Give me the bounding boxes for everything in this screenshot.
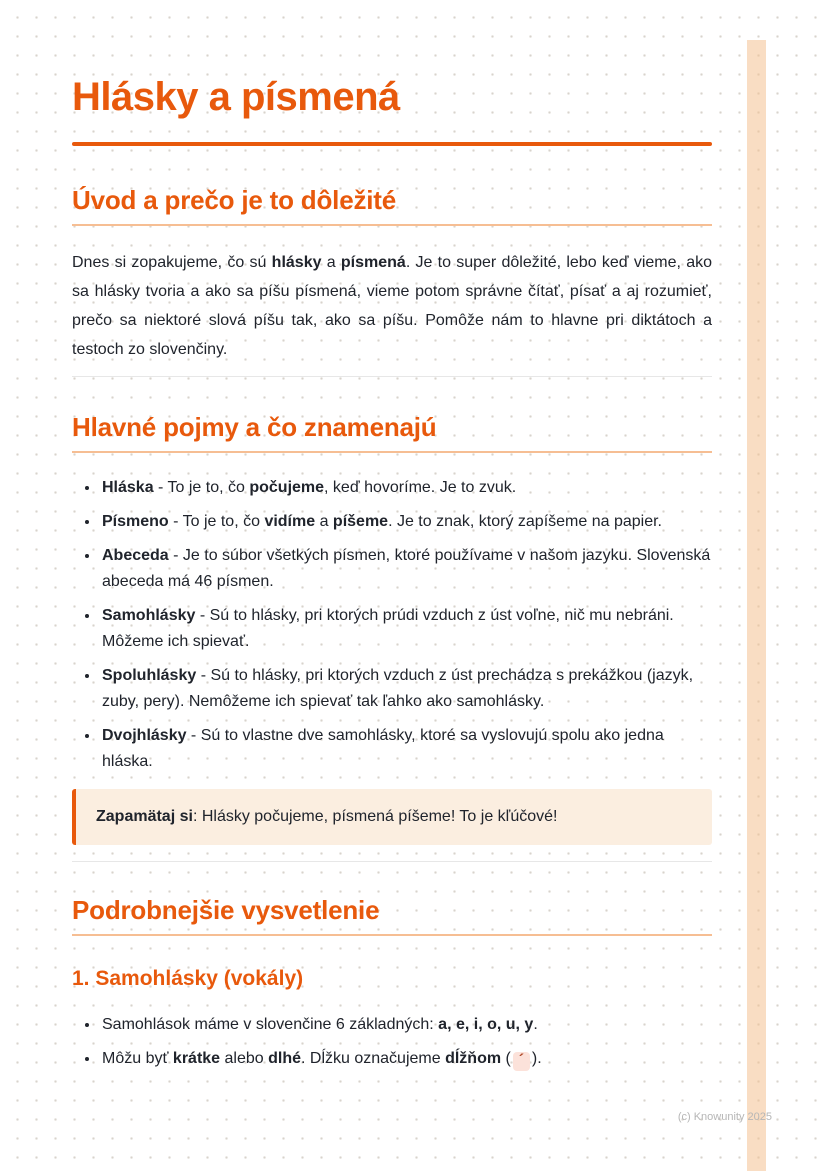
section-heading-intro: Úvod a prečo je to dôležité xyxy=(72,184,712,226)
section-heading-details: Podrobnejšie vysvetlenie xyxy=(72,894,712,936)
list-item-samohlasky: • Samohlásky - Sú to hlásky, pri ktorých prúdi vzduch z úst voľne, nič mu nebráni. Môžeme ich spievať. xyxy=(100,603,712,655)
list-item-spoluhlasky: • Spoluhlásky - Sú to hlásky, pri ktorých vzduch z úst prechádza s prekážkou (jazyk, zuby, pery). Nemôžeme ich spievať tak ľahko ako samohlásky. xyxy=(100,663,712,715)
vowels-list xyxy=(72,1012,712,1072)
page-title: Hlásky a písmená xyxy=(72,75,400,119)
callout-remember xyxy=(72,789,712,845)
concepts-list xyxy=(72,475,712,775)
title-rule xyxy=(72,142,712,146)
list-item-vowel-length: • Môžu byť krátke alebo dlhé. Dĺžku označujeme dĺžňom ( ´ ). xyxy=(100,1046,712,1072)
subsection-heading-vowels: 1. Samohlásky (vokály) xyxy=(72,967,304,990)
side-stripe xyxy=(747,40,766,1171)
section-heading-concepts: Hlavné pojmy a čo znamenajú xyxy=(72,411,712,453)
section-intro xyxy=(72,184,712,364)
section-concepts xyxy=(72,411,712,845)
list-item-pismeno: • Písmeno - To je to, čo vidíme a píšeme. Je to znak, ktorý zapíšeme na papier. xyxy=(100,509,712,535)
document-content xyxy=(72,76,712,1080)
list-item-vowel-basics: • Samohlások máme v slovenčine 6 základných: a, e, i, o, u, y. xyxy=(100,1012,712,1038)
section-details xyxy=(72,894,712,1072)
list-item-abeceda: • Abeceda - Je to súbor všetkých písmen, ktoré používame v našom jazyku. Slovenská abeceda má 46 písmen. xyxy=(100,543,712,595)
section-divider xyxy=(72,861,712,862)
watermark: (c) Knowunity 2025 xyxy=(677,1111,772,1123)
callout-text: Zapamätaj si: Hlásky počujeme, písmená píšeme! To je kľúčové! xyxy=(96,808,558,825)
list-item-hlaska: • Hláska - To je to, čo počujeme, keď hovoríme. Je to zvuk. xyxy=(100,475,712,501)
section-divider xyxy=(72,376,712,377)
intro-paragraph: Dnes si zopakujeme, čo sú hlásky a písmená. Je to super dôležité, lebo keď vieme, ako sa hlásky tvoria a ako sa píšu písmená, vieme potom správne čítať, písať a aj rozumieť, prečo sa niektoré slová píšu tak, ako sa píšu. Pomôže nám to hlavne pri diktátoch a testoch zo slovenčiny. xyxy=(72,254,713,358)
list-item-dvojhlasky: • Dvojhlásky - Sú to vlastne dve samohlásky, ktoré sa vyslovujú spolu ako jedna hláska. xyxy=(100,723,712,775)
